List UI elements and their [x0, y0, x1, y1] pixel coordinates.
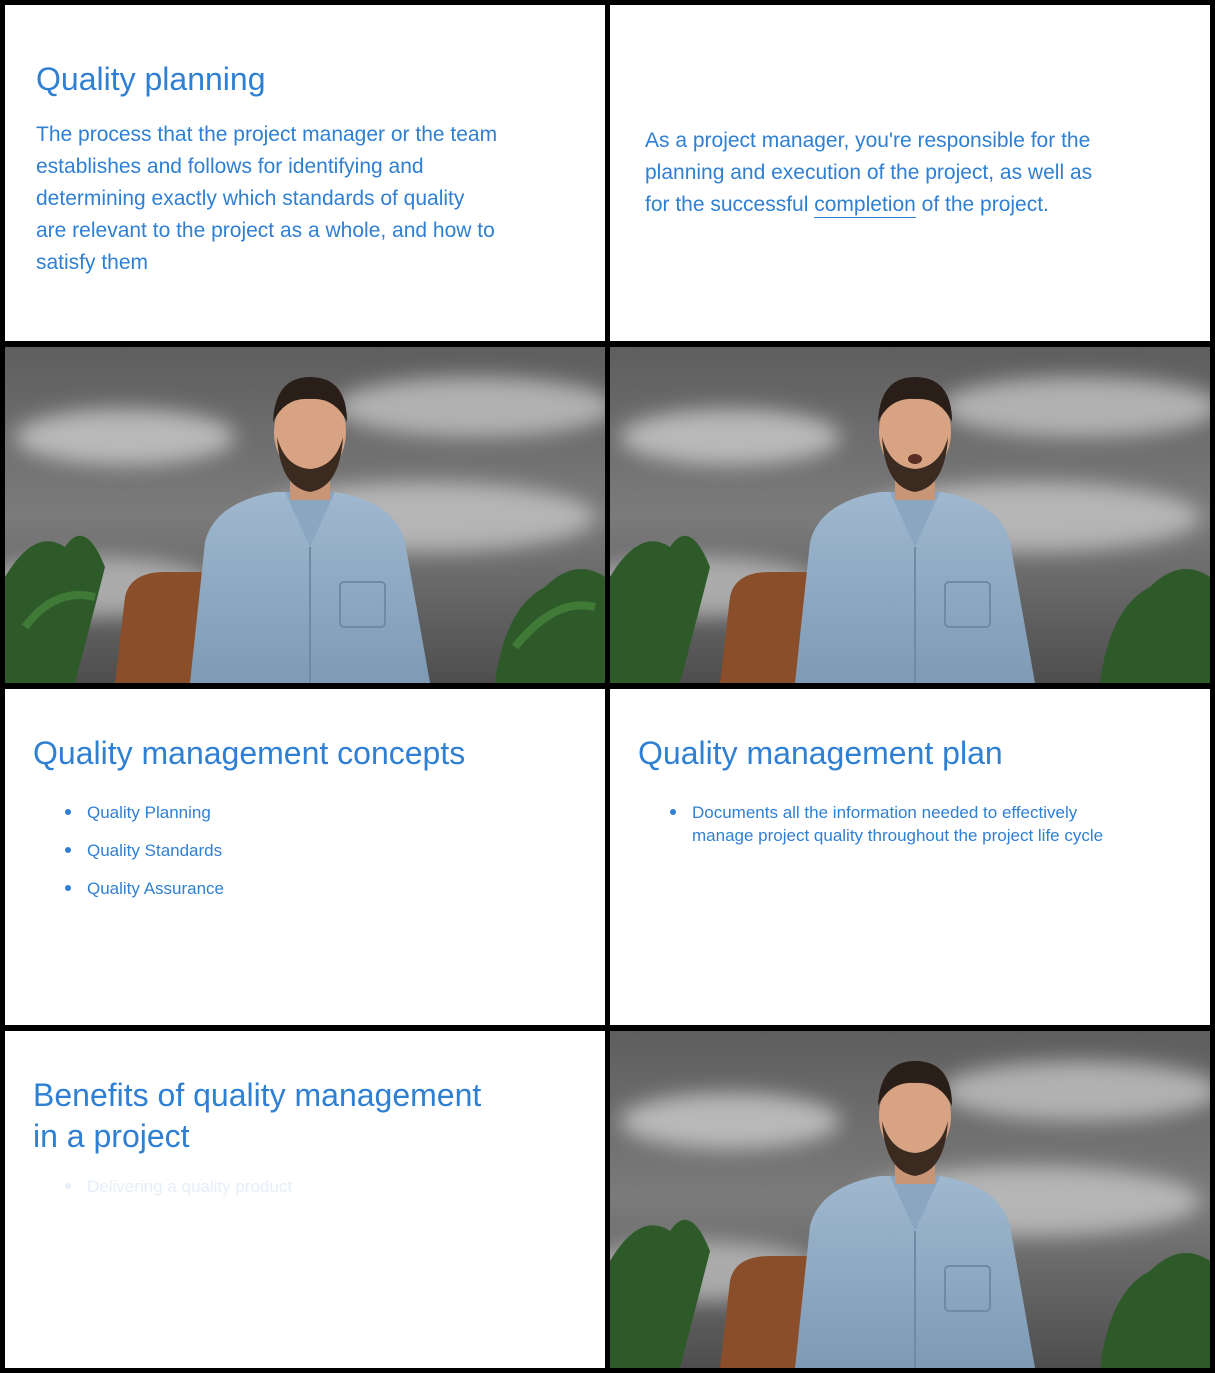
slide-title: Benefits of quality management in a project — [33, 1077, 482, 1154]
bullet-dot — [65, 1183, 71, 1189]
presenter-frame — [610, 347, 1210, 683]
body-line: determining exactly which standards of quality — [36, 187, 465, 210]
slide-body — [36, 119, 596, 279]
bullet-item: Quality Standards — [63, 839, 224, 862]
body-line: planning and execution of the project, as well as — [645, 161, 1093, 184]
slide-benefits-of-quality-management — [5, 1031, 605, 1368]
presenter-scene — [610, 347, 1210, 683]
presenter-frame — [5, 347, 605, 683]
body-text-segment: for the successful — [645, 193, 815, 216]
bullet-item: Quality Planning — [63, 801, 224, 824]
slide-quality-management-concepts — [5, 689, 605, 1025]
slide-title: Quality management concepts — [33, 735, 466, 771]
presenter-scene — [5, 347, 605, 683]
bullet-item: Documents all the information needed to effectively manage project quality throughout the project life cycle — [668, 801, 1188, 847]
bullet-item: Quality Assurance — [63, 877, 224, 900]
body-line — [645, 189, 1195, 221]
bullet-list — [668, 801, 1188, 847]
underlined-word: completion — [814, 193, 916, 216]
bullet-dot — [670, 809, 676, 815]
slide-quality-planning — [5, 5, 605, 341]
body-line: satisfy them — [36, 251, 149, 274]
slide-quality-management-plan — [610, 689, 1210, 1025]
body-line: are relevant to the project as a whole, and how to — [36, 219, 495, 242]
bullet-list — [63, 801, 224, 900]
body-text-segment: of the project. — [915, 193, 1049, 216]
presenter-scene — [610, 1031, 1210, 1368]
bullet-dot — [65, 809, 71, 815]
body-line: As a project manager, you're responsible for the — [645, 129, 1091, 152]
bullet-dot — [65, 847, 71, 853]
slide-title: Quality planning — [36, 61, 266, 97]
bullet-dot — [65, 885, 71, 891]
slide-title: Quality management plan — [638, 735, 1003, 771]
slide-body — [645, 125, 1195, 221]
slide-responsibility — [610, 5, 1210, 341]
presenter-frame — [610, 1031, 1210, 1368]
bullet-list — [63, 1175, 292, 1198]
bullet-item: Delivering a quality product — [63, 1175, 292, 1198]
body-line: The process that the project manager or the team — [36, 123, 498, 146]
body-line: establishes and follows for identifying and — [36, 155, 424, 178]
